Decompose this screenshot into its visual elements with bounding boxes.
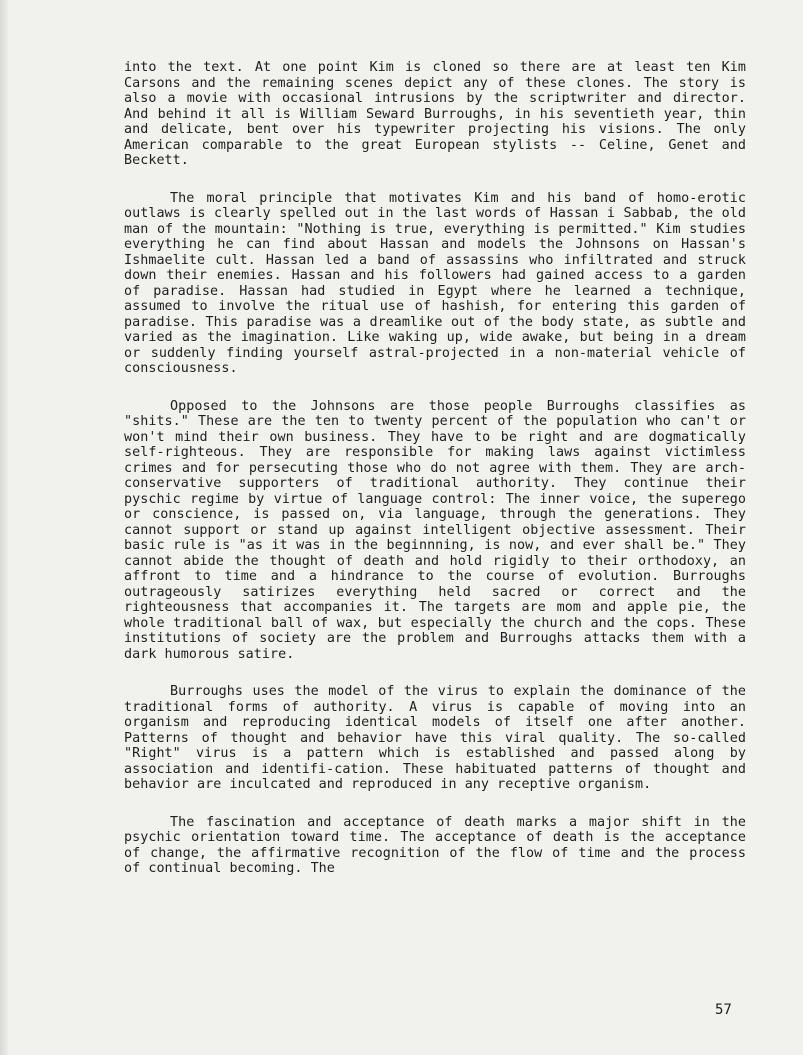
paragraph-2: The moral principle that motivates Kim and his band of homo-erotic outlaws is clearly spelled out in the last words of Hassan i Sabbab, the old man of the mountain: "Nothing is true, everything is permitted." Kim studies everything he can find about Hassan and models the Johnsons on Hassan's Ishmaelite cult. Hassan led a band of assassins who infiltrated and struck down their enemies. Hassan and his followers had gained access to a garden of paradise. Hassan had studied in Egypt where he learned a technique, assumed to involve the ritual use of hashish, for entering this garden of paradise. This paradise was a dreamlike out of the body state, as subtle and varied as the imagination. Like waking up, wide awake, but being in a dream or suddenly finding yourself astral-projected in a non-material vehicle of consciousness. xyxy=(124,190,746,376)
binding-edge xyxy=(0,0,8,1055)
paragraph-4: Burroughs uses the model of the virus to explain the dominance of the traditional forms of authority. A virus is capable of moving into an organism and reproducing identical models of itself one after another. Patterns of thought and behavior have this viral quality. The so-called "Right" virus is a pattern which is established and passed along by association and identifi-cation. These habituated patterns of thought and behavior are inculcated and reproduced in any receptive organism. xyxy=(124,684,746,792)
paragraph-5: The fascination and acceptance of death marks a major shift in the psychic orientation toward time. The acceptance of death is the acceptance of change, the affirmative recognition of the flow of time and the process of continual becoming. The xyxy=(124,814,746,876)
paragraph-1: into the text. At one point Kim is cloned so there are at least ten Kim Carsons and the remaining scenes depict any of these clones. The story is also a movie with occasional intrusions by the scriptwriter and director. And behind it all is William Seward Burroughs, in his seventieth year, thin and delicate, bent over his typewriter projecting his visions. The only American comparable to the great European stylists -- Celine, Genet and Beckett. xyxy=(124,60,746,168)
body-text xyxy=(124,60,746,877)
page-number: 57 xyxy=(715,1002,732,1018)
paragraph-3: Opposed to the Johnsons are those people Burroughs classifies as "shits." These are the ten to twenty percent of the population who can't or won't mind their own business. They have to be right and are dogmatically self-righteous. They are responsible for making laws against victimless crimes and for persecuting those who do not agree with them. They are arch-conservative supporters of traditional authority. They continue their pyschic regime by virtue of language control: The inner voice, the superego or conscience, is passed on, via language, through the generations. They cannot support or stand up against intelligent objective assessment. Their basic rule is "as it was in the beginnning, is now, and ever shall be." They cannot abide the thought of death and hold rigidly to their orthodoxy, an affront to time and a hindrance to the course of evolution. Burroughs outrageously satirizes everything held sacred or correct and the righteousness that accompanies it. The targets are mom and apple pie, the whole traditional ball of wax, but especially the church and the cops. These institutions of society are the problem and Burroughs attacks them with a dark humorous satire. xyxy=(124,398,746,662)
